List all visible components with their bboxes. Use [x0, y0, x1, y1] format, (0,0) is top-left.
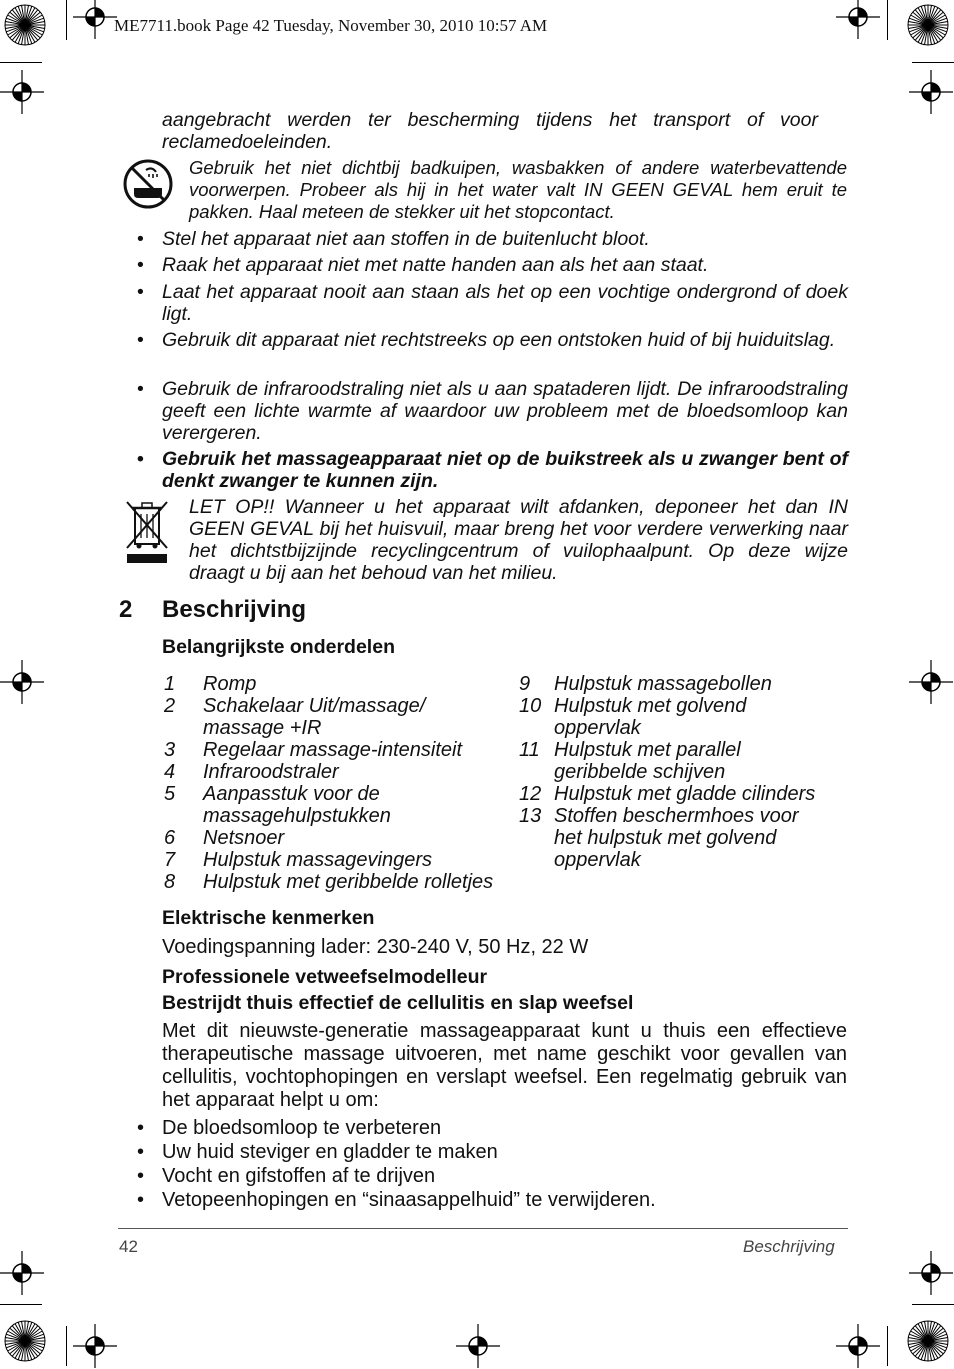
registration-starburst — [907, 1320, 949, 1362]
part-label: Regelaar massage-intensiteit — [203, 739, 463, 761]
bullet: • — [137, 1141, 145, 1163]
crop-mark — [66, 1326, 67, 1366]
part-label: Netsnoer — [203, 827, 285, 849]
parts-heading: Belangrijkste onderdelen — [162, 636, 395, 658]
crop-mark — [0, 62, 42, 63]
part-number: 3 — [164, 739, 176, 761]
part-number: 7 — [164, 849, 176, 871]
part-label: Hulpstuk met parallel — [554, 739, 741, 761]
print-header: ME7711.book Page 42 Tuesday, November 30, 2010 10:57 AM — [114, 16, 548, 35]
registration-crosshair — [835, 1323, 881, 1369]
bullet: • — [137, 378, 144, 400]
footer-section: Beschrijving — [743, 1237, 835, 1256]
registration-crosshair — [455, 1323, 501, 1369]
list-item: Gebruik het massageapparaat niet op de buikstreek als u zwanger bent of denkt zwanger te kunnen zijn. — [162, 448, 848, 492]
crop-mark — [912, 1304, 954, 1305]
no-bath-water-icon — [122, 158, 174, 210]
list-item: Gebruik de infraroodstraling niet als u aan spataderen lijdt. De infraroodstraling geeft een lichte warmte af waardoor uw probleem met de bloedsomloop kan verergeren. — [162, 378, 848, 444]
part-label: Hulpstuk met golvend — [554, 695, 747, 717]
part-number: 4 — [164, 761, 176, 783]
part-label: oppervlak — [554, 849, 641, 871]
part-label: Romp — [203, 673, 257, 695]
part-label: het hulpstuk met golvend — [554, 827, 777, 849]
list-item: Laat het apparaat nooit aan staan als het op een vochtige ondergrond of doek ligt. — [162, 281, 848, 325]
crop-mark — [887, 1326, 888, 1366]
crop-mark — [912, 62, 954, 63]
bullet: • — [137, 1117, 145, 1139]
water-warning-text: Gebruik het niet dichtbij badkuipen, wasbakken of andere waterbevattende voorwerpen. Probeer als hij in het water valt IN GEEN GEVAL hem eruit te pakken. Haal meteen de stekker uit het stopcontact. — [189, 157, 847, 222]
list-item: Stel het apparaat niet aan stoffen in de buitenlucht bloot. — [162, 228, 650, 250]
list-item: De bloedsomloop te verbeteren — [162, 1117, 442, 1139]
crop-mark — [66, 0, 67, 40]
part-label: Infraroodstraler — [203, 761, 339, 783]
part-number: 5 — [164, 783, 176, 805]
part-number: 13 — [519, 805, 542, 827]
pro-heading: Professionele vetweefselmodelleur — [162, 966, 488, 988]
section-title: Beschrijving — [162, 596, 307, 623]
bullet: • — [137, 228, 144, 250]
registration-starburst — [907, 4, 949, 46]
part-number: 12 — [519, 783, 542, 805]
registration-crosshair — [72, 1323, 118, 1369]
registration-crosshair — [908, 659, 954, 705]
list-item: Uw huid steviger en gladder te maken — [162, 1141, 498, 1163]
bullet: • — [137, 448, 144, 470]
part-number: 1 — [164, 673, 176, 695]
crop-mark — [0, 1304, 42, 1305]
list-item: Gebruik dit apparaat niet rechtstreeks op een ontstoken huid of bij huiduitslag. — [162, 329, 836, 351]
registration-crosshair — [0, 1250, 45, 1296]
part-number: 11 — [519, 739, 540, 761]
part-label: massagehulpstukken — [203, 805, 391, 827]
part-label: geribbelde schijven — [554, 761, 726, 783]
registration-starburst — [4, 1320, 46, 1362]
electrical-heading: Elektrische kenmerken — [162, 907, 375, 929]
part-label: Aanpasstuk voor de — [203, 783, 380, 805]
part-label: Hulpstuk met geribbelde rolletjes — [203, 871, 494, 893]
section-number: 2 — [119, 596, 133, 623]
part-label: Hulpstuk met gladde cilinders — [554, 783, 816, 805]
pro-subheading: Bestrijdt thuis effectief de cellulitis en slap weefsel — [162, 992, 634, 1014]
disposal-text: LET OP!! Wanneer u het apparaat wilt afdanken, deponeer het dan IN GEEN GEVAL bij het huisvuil, maar breng het voor verdere verwerking naar het dichtstbijzijnde recyclingcentrum of vuilophaalpunt. Op deze wijze draagt u bij aan het behoud van het milieu. — [189, 496, 848, 584]
crop-mark — [887, 0, 888, 40]
part-label: massage +IR — [203, 717, 322, 739]
part-label: Schakelaar Uit/massage/ — [203, 695, 426, 717]
registration-crosshair — [835, 0, 881, 40]
intro-text: aangebracht werden ter bescherming tijdens het transport of voor reclamedoeleinden. — [162, 109, 818, 153]
pro-text: Met dit nieuwste-generatie massageapparaat kunt u thuis een effectieve therapeutische massage uitvoeren, met name geschikt voor gevallen van cellulitis, vochtophopingen en verslapt weefsel. Een regelmatig gebruik van het apparaat helpt u om: — [162, 1020, 847, 1111]
part-number: 10 — [519, 695, 542, 717]
crossed-bin-icon — [125, 500, 169, 564]
registration-crosshair — [72, 0, 118, 40]
registration-starburst — [4, 4, 46, 46]
bullet: • — [137, 281, 144, 303]
registration-crosshair — [0, 69, 45, 115]
part-number: 8 — [164, 871, 176, 893]
bullet: • — [137, 1189, 145, 1211]
part-number: 2 — [164, 695, 176, 717]
registration-crosshair — [0, 659, 45, 705]
part-label: Hulpstuk massagevingers — [203, 849, 432, 871]
bullet: • — [137, 329, 144, 351]
bullet: • — [137, 254, 144, 276]
list-item: Raak het apparaat niet met natte handen aan als het aan staat. — [162, 254, 709, 276]
page-number: 42 — [119, 1237, 138, 1256]
part-label: Stoffen beschermhoes voor — [554, 805, 799, 827]
electrical-text: Voedingspanning lader: 230-240 V, 50 Hz, 22 W — [162, 936, 589, 958]
part-number: 9 — [519, 673, 531, 695]
list-item: Vetopeenhopingen en “sinaasappelhuid” te verwijderen. — [162, 1189, 656, 1211]
part-label: oppervlak — [554, 717, 641, 739]
registration-crosshair — [908, 69, 954, 115]
part-label: Hulpstuk massagebollen — [554, 673, 772, 695]
list-item: Vocht en gifstoffen af te drijven — [162, 1165, 436, 1187]
footer-divider — [118, 1228, 848, 1229]
registration-crosshair — [908, 1250, 954, 1296]
part-number: 6 — [164, 827, 176, 849]
bullet: • — [137, 1165, 145, 1187]
